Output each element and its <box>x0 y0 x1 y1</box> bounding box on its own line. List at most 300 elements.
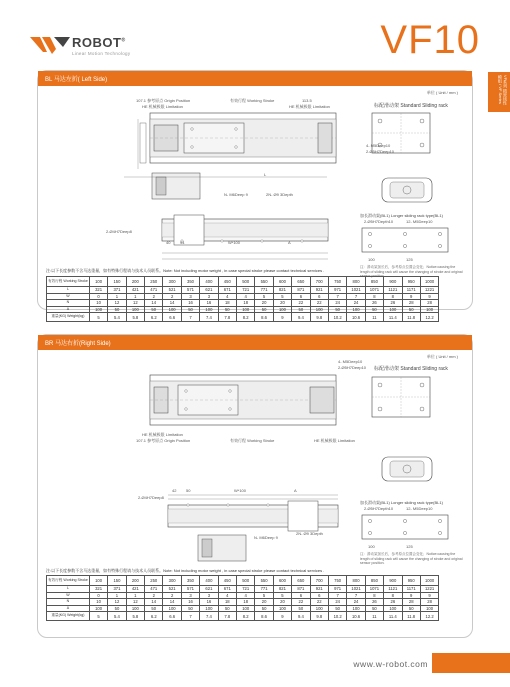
table-cell: 20 <box>273 300 291 307</box>
table-cell: 16 <box>181 599 199 606</box>
table-cell: 300 <box>163 576 181 586</box>
table-cell: 9.4 <box>292 612 310 621</box>
footer-url: www.w-robot.com <box>353 659 428 669</box>
table-cell: 871 <box>292 287 310 294</box>
table-cell: 8.2 <box>237 313 255 322</box>
left-working-stroke-label: 有效行程 Working Stroke <box>230 98 275 103</box>
table-cell: 5.4 <box>108 612 126 621</box>
table-cell: 1000 <box>420 277 438 287</box>
table-cell: 11.8 <box>402 612 420 621</box>
right-side-view-drawing <box>138 495 348 565</box>
left-spec-table <box>46 276 439 322</box>
table-cell: 550 <box>255 277 273 287</box>
left-rack-title: 标配滑动架 Standard Sliding rack <box>374 103 448 109</box>
right-limitation-label-2: HE 机械极限 Limitation <box>314 438 355 443</box>
table-cell: 6 <box>310 293 328 300</box>
left-n-screw-label-2: 2N- Ø9 3Depth <box>266 192 293 197</box>
left-rack-note: 注：滑动架加长后，参考原点位置会变化；Notice:causing the length of sliding rack will cause the changing of stroke and original sensor position. <box>360 265 463 279</box>
table-cell: 100 <box>163 306 181 313</box>
left-w-row-header: W <box>47 293 90 300</box>
table-cell: 10.6 <box>347 612 365 621</box>
table-cell: 50 <box>255 306 273 313</box>
table-cell: 1221 <box>420 586 438 593</box>
table-cell: 5 <box>273 293 291 300</box>
table-cell: 22 <box>310 300 328 307</box>
table-cell: 7 <box>181 313 199 322</box>
table-cell: 100 <box>347 306 365 313</box>
table-cell: 14 <box>145 599 163 606</box>
table-cell: 50 <box>181 605 199 612</box>
table-cell: 1121 <box>384 586 402 593</box>
right-dim-50: 50 <box>186 488 191 493</box>
right-dim-100: 100 <box>368 544 375 549</box>
table-cell: 1 <box>126 293 144 300</box>
table-cell: 850 <box>365 576 383 586</box>
table-cell: 20 <box>255 300 273 307</box>
table-cell: 421 <box>126 287 144 294</box>
right-weight-row-header: 重量(KG) Weight(kg) <box>47 612 90 621</box>
table-cell: 400 <box>200 277 218 287</box>
right-working-stroke-label: 有效行程 Working Stroke <box>230 438 275 443</box>
table-cell: 2 <box>145 293 163 300</box>
table-cell: 871 <box>292 586 310 593</box>
table-cell: 26 <box>384 599 402 606</box>
table-cell: 250 <box>145 576 163 586</box>
table-cell: 12 <box>108 300 126 307</box>
right-panel-header <box>38 335 472 350</box>
table-cell: 7.8 <box>218 612 236 621</box>
left-end-view-drawing <box>378 176 438 206</box>
table-cell: 6.2 <box>145 313 163 322</box>
table-cell: 28 <box>402 599 420 606</box>
table-cell: 11.4 <box>384 612 402 621</box>
table-cell: 8 <box>365 293 383 300</box>
table-cell: 11 <box>365 612 383 621</box>
table-cell: 150 <box>108 277 126 287</box>
table-cell: 5 <box>255 293 273 300</box>
table-cell: 50 <box>292 605 310 612</box>
table-cell: 14 <box>163 300 181 307</box>
left-table-note: 注:以下长度参数不含马达重量，如有特殊行程请与技术人员联系。Note: Not including motor weight , in case special stroke please contact technical services . <box>46 268 325 273</box>
table-row <box>47 300 439 307</box>
table-cell: 5 <box>273 592 291 599</box>
right-dim-w100: W*100 <box>234 488 247 493</box>
table-cell: 821 <box>273 287 291 294</box>
table-cell: 26 <box>384 300 402 307</box>
table-cell: 100 <box>89 306 107 313</box>
table-cell: 5.8 <box>126 612 144 621</box>
table-cell: 50 <box>328 605 346 612</box>
table-cell: 7.4 <box>200 612 218 621</box>
right-panel-title: BR 马达右折(Right Side) <box>45 341 111 347</box>
table-cell: 8.6 <box>255 313 273 322</box>
table-cell: 100 <box>310 605 328 612</box>
table-cell: 10 <box>89 300 107 307</box>
left-top-view-drawing <box>148 109 338 169</box>
right-unit-label: 单位 ( Unit / mm ) <box>426 354 458 359</box>
right-long-rack-title: 加长滑动架(BL1) Longer sliding rack type(BL1) <box>360 500 443 505</box>
table-cell: 8 <box>384 293 402 300</box>
table-cell: 750 <box>328 277 346 287</box>
table-row <box>47 586 439 593</box>
table-cell: 100 <box>420 605 438 612</box>
table-cell: 5 <box>255 592 273 599</box>
table-cell: 3 <box>200 592 218 599</box>
table-cell: 1000 <box>420 576 438 586</box>
table-cell: 971 <box>328 287 346 294</box>
left-dim-113: 113.5 <box>302 98 312 103</box>
table-cell: 350 <box>181 277 199 287</box>
table-cell: 18 <box>218 599 236 606</box>
left-limitation-label: HE 机械极限 Limitation <box>142 104 183 109</box>
table-cell: 621 <box>200 586 218 593</box>
table-cell: 11 <box>365 313 383 322</box>
table-cell: 200 <box>126 576 144 586</box>
table-cell: 721 <box>237 287 255 294</box>
table-cell: 100 <box>89 605 107 612</box>
table-row <box>47 576 439 586</box>
table-cell: 100 <box>384 306 402 313</box>
table-cell: 100 <box>420 306 438 313</box>
table-cell: 50 <box>145 306 163 313</box>
table-cell: 6 <box>310 592 328 599</box>
right-long-rack-drawing <box>360 513 450 543</box>
table-cell: 521 <box>163 287 181 294</box>
right-l-row-header: L <box>47 586 90 593</box>
right-n-screw-label-2: 2N- Ø9 3Depth <box>296 531 323 536</box>
logo-mark-icon <box>30 34 70 56</box>
table-cell: 10.2 <box>328 313 346 322</box>
table-cell: 8 <box>384 592 402 599</box>
table-cell: 12 <box>108 599 126 606</box>
table-cell: 850 <box>365 277 383 287</box>
table-cell: 800 <box>347 576 365 586</box>
table-cell: 50 <box>255 605 273 612</box>
right-spec-table <box>46 575 439 621</box>
table-cell: 750 <box>328 576 346 586</box>
table-row <box>47 287 439 294</box>
table-cell: 28 <box>420 599 438 606</box>
table-cell: 24 <box>328 599 346 606</box>
left-a-row-header: A <box>47 306 90 313</box>
table-cell: 7.4 <box>200 313 218 322</box>
table-cell: 10.2 <box>328 612 346 621</box>
table-cell: 400 <box>200 576 218 586</box>
table-cell: 22 <box>292 300 310 307</box>
table-cell: 1171 <box>402 287 420 294</box>
table-cell: 500 <box>237 576 255 586</box>
table-cell: 9.8 <box>310 313 328 322</box>
table-cell: 250 <box>145 277 163 287</box>
table-cell: 500 <box>237 277 255 287</box>
table-cell: 100 <box>89 277 107 287</box>
table-cell: 9 <box>420 592 438 599</box>
table-cell: 50 <box>402 605 420 612</box>
table-cell: 921 <box>310 287 328 294</box>
table-cell: 7.8 <box>218 313 236 322</box>
left-dim-40: 40 <box>166 240 171 245</box>
table-cell: 8.2 <box>237 612 255 621</box>
right-dim-125: 125 <box>406 544 413 549</box>
table-cell: 100 <box>200 306 218 313</box>
table-cell: 650 <box>292 576 310 586</box>
table-cell: 9 <box>273 313 291 322</box>
table-cell: 1021 <box>347 586 365 593</box>
table-cell: 100 <box>89 576 107 586</box>
table-cell: 6 <box>292 293 310 300</box>
table-cell: 14 <box>163 599 181 606</box>
table-cell: 1221 <box>420 287 438 294</box>
table-cell: 50 <box>108 306 126 313</box>
table-cell: 800 <box>347 277 365 287</box>
table-cell: 14 <box>145 300 163 307</box>
table-cell: 50 <box>365 605 383 612</box>
table-cell: 3 <box>181 293 199 300</box>
table-cell: 50 <box>218 306 236 313</box>
table-cell: 2 <box>163 293 181 300</box>
left-side-dimension-drawing <box>128 119 148 169</box>
table-cell: 12 <box>126 599 144 606</box>
table-cell: 321 <box>89 586 107 593</box>
table-cell: 12.2 <box>420 313 438 322</box>
table-cell: 621 <box>200 287 218 294</box>
table-row <box>47 306 439 313</box>
left-dim-100: 100 <box>368 257 375 262</box>
table-cell: 821 <box>273 586 291 593</box>
table-cell: 22 <box>310 599 328 606</box>
left-dowel-label: 2-Ø5H7Deep10 <box>366 149 395 154</box>
table-cell: 0 <box>89 293 107 300</box>
table-row <box>47 599 439 606</box>
table-cell: 1171 <box>402 586 420 593</box>
table-cell: 100 <box>237 306 255 313</box>
table-cell: 6.6 <box>163 612 181 621</box>
table-cell: 11.8 <box>402 313 420 322</box>
table-cell: 100 <box>310 306 328 313</box>
model-title: VF10 <box>380 18 480 62</box>
left-n-row-header: N <box>47 300 90 307</box>
table-cell: 8 <box>365 592 383 599</box>
table-cell: 6.2 <box>145 612 163 621</box>
table-cell: 24 <box>347 599 365 606</box>
table-cell: 2 <box>145 592 163 599</box>
table-cell: 521 <box>163 586 181 593</box>
table-cell: 5 <box>89 612 107 621</box>
table-cell: 100 <box>347 605 365 612</box>
table-cell: 1 <box>108 293 126 300</box>
left-long-rack-screw-2: 12- M5Deep10 <box>406 219 433 224</box>
table-cell: 9.8 <box>310 612 328 621</box>
table-cell: 9 <box>420 293 438 300</box>
right-origin-label: 107.1 参考原点 Origin Position <box>136 438 191 443</box>
left-panel-header <box>38 71 472 86</box>
footer-accent-bar <box>432 653 510 673</box>
right-top-view-drawing <box>148 371 338 431</box>
left-long-rack-screw: 2-Ø5H7Depth10 <box>364 219 394 224</box>
table-cell: 24 <box>347 300 365 307</box>
right-dim-42: 42 <box>172 488 177 493</box>
table-cell: 50 <box>181 306 199 313</box>
table-cell: 100 <box>273 605 291 612</box>
right-limitation-label: HE 机械极限 Limitation <box>142 432 183 437</box>
left-origin-label: 107.1 参考原点 Origin Position <box>136 98 191 103</box>
left-weight-row-header: 重量(KG) Weight(kg) <box>47 313 90 322</box>
table-cell: 20 <box>273 599 291 606</box>
table-row <box>47 592 439 599</box>
table-cell: 700 <box>310 576 328 586</box>
table-cell: 22 <box>292 599 310 606</box>
table-cell: 50 <box>365 306 383 313</box>
table-cell: 20 <box>255 599 273 606</box>
left-long-rack-drawing <box>360 226 450 256</box>
table-cell: 200 <box>126 277 144 287</box>
table-cell: 18 <box>218 300 236 307</box>
table-cell: 371 <box>108 287 126 294</box>
right-end-view-drawing <box>378 455 438 485</box>
right-w-row-header: W <box>47 592 90 599</box>
left-screw-label: 4- M5Deep10 <box>366 143 391 148</box>
table-cell: 9 <box>273 612 291 621</box>
table-cell: 7 <box>347 592 365 599</box>
table-cell: 18 <box>237 300 255 307</box>
table-cell: 900 <box>384 277 402 287</box>
table-row <box>47 277 439 287</box>
table-cell: 8.6 <box>255 612 273 621</box>
table-cell: 7 <box>328 592 346 599</box>
table-cell: 50 <box>292 306 310 313</box>
table-cell: 50 <box>145 605 163 612</box>
table-cell: 100 <box>126 306 144 313</box>
table-cell: 321 <box>89 287 107 294</box>
table-cell: 600 <box>273 277 291 287</box>
table-cell: 450 <box>218 277 236 287</box>
table-cell: 771 <box>255 287 273 294</box>
table-cell: 9 <box>402 293 420 300</box>
table-cell: 4 <box>237 293 255 300</box>
table-cell: 950 <box>402 576 420 586</box>
table-cell: 10 <box>89 599 107 606</box>
table-cell: 10.6 <box>347 313 365 322</box>
table-cell: 2 <box>163 592 181 599</box>
table-cell: 771 <box>255 586 273 593</box>
table-cell: 6 <box>292 592 310 599</box>
table-cell: 9 <box>402 592 420 599</box>
left-long-rack-title: 加长滑动架(BL1) Longer sliding rack type(BL1) <box>360 213 443 218</box>
table-cell: 471 <box>145 287 163 294</box>
table-cell: 471 <box>145 586 163 593</box>
table-cell: 50 <box>402 306 420 313</box>
right-long-rack-screw: 2-Ø5H7Depth10 <box>364 506 394 511</box>
table-cell: 12.2 <box>420 612 438 621</box>
right-dowel-label: 2-Ø5H7Deep10 <box>338 365 367 370</box>
table-row <box>47 293 439 300</box>
table-cell: 650 <box>292 277 310 287</box>
table-cell: 3 <box>200 293 218 300</box>
table-cell: 5.4 <box>108 313 126 322</box>
right-stroke-row-header: 有效行程 Working Stroke <box>47 576 90 586</box>
table-cell: 100 <box>273 306 291 313</box>
table-row <box>47 605 439 612</box>
left-dim-w100: W*100 <box>228 240 241 245</box>
table-cell: 50 <box>108 605 126 612</box>
right-rack-note: 注：滑动架加长后，参考原点位置会变化；Notice:causing the length of sliding rack will cause the changing of stroke and original sensor position. <box>360 552 463 566</box>
left-side-panel <box>37 70 473 320</box>
table-cell: 50 <box>218 605 236 612</box>
table-cell: 6.6 <box>163 313 181 322</box>
right-n-screw-label: N- M6Deep 9 <box>254 535 278 540</box>
right-table-note: 注:以下长度参数不含马达重量，如有特殊行程请与技术人员联系。Note: Not including motor weight , in case special stroke please contact technical services . <box>46 568 325 573</box>
table-cell: 1 <box>126 592 144 599</box>
brand-logo <box>30 32 160 62</box>
table-cell: 7 <box>328 293 346 300</box>
table-cell: 100 <box>237 605 255 612</box>
table-cell: 671 <box>218 287 236 294</box>
table-cell: 18 <box>237 599 255 606</box>
table-cell: 0 <box>89 592 107 599</box>
left-l-row-header: L <box>47 287 90 294</box>
right-rack-title: 标配滑动架 Standard Sliding rack <box>374 366 448 372</box>
table-cell: 571 <box>181 287 199 294</box>
table-cell: 100 <box>126 605 144 612</box>
table-cell: 950 <box>402 277 420 287</box>
table-cell: 12 <box>126 300 144 307</box>
table-cell: 1071 <box>365 287 383 294</box>
table-cell: 28 <box>420 300 438 307</box>
table-cell: 5 <box>89 313 107 322</box>
left-n-screw-label: N- M6Deep 9 <box>224 192 248 197</box>
table-cell: 100 <box>200 605 218 612</box>
table-row <box>47 313 439 322</box>
table-cell: 16 <box>200 599 218 606</box>
left-unit-label: 单位 ( Unit / mm ) <box>426 90 458 95</box>
table-cell: 1071 <box>365 586 383 593</box>
left-l-marker: L <box>264 172 267 177</box>
right-n-row-header: N <box>47 599 90 606</box>
table-cell: 3 <box>181 592 199 599</box>
table-cell: 371 <box>108 586 126 593</box>
right-standard-rack-drawing <box>370 375 432 423</box>
left-dim-a: A <box>288 240 291 245</box>
left-side-view-drawing <box>122 171 332 266</box>
table-cell: 100 <box>384 605 402 612</box>
table-cell: 16 <box>181 300 199 307</box>
left-limitation-label-2: HE 机械极限 Limitation <box>289 104 330 109</box>
left-panel-title: BL 马达左折( Left Side) <box>45 77 108 83</box>
right-screw-label: 4- M5Deep10 <box>338 359 363 364</box>
table-cell: 921 <box>310 586 328 593</box>
table-cell: 721 <box>237 586 255 593</box>
brand-name: ROBOT® <box>72 35 126 50</box>
left-dim-94: 94 <box>180 240 185 245</box>
table-row <box>47 612 439 621</box>
table-cell: 1021 <box>347 287 365 294</box>
brand-tagline: Linear Motion Technology <box>72 51 131 56</box>
right-long-rack-screw-2: 12- M5Deep10 <box>406 506 433 511</box>
right-side-panel <box>37 334 473 638</box>
table-cell: 100 <box>163 605 181 612</box>
table-cell: 671 <box>218 586 236 593</box>
right-dim-a: A <box>294 488 297 493</box>
table-cell: 4 <box>218 592 236 599</box>
table-cell: 9.4 <box>292 313 310 322</box>
table-cell: 350 <box>181 576 199 586</box>
table-cell: 150 <box>108 576 126 586</box>
table-cell: 4 <box>237 592 255 599</box>
table-cell: 300 <box>163 277 181 287</box>
table-cell: 900 <box>384 576 402 586</box>
table-cell: 600 <box>273 576 291 586</box>
table-cell: 7 <box>347 293 365 300</box>
